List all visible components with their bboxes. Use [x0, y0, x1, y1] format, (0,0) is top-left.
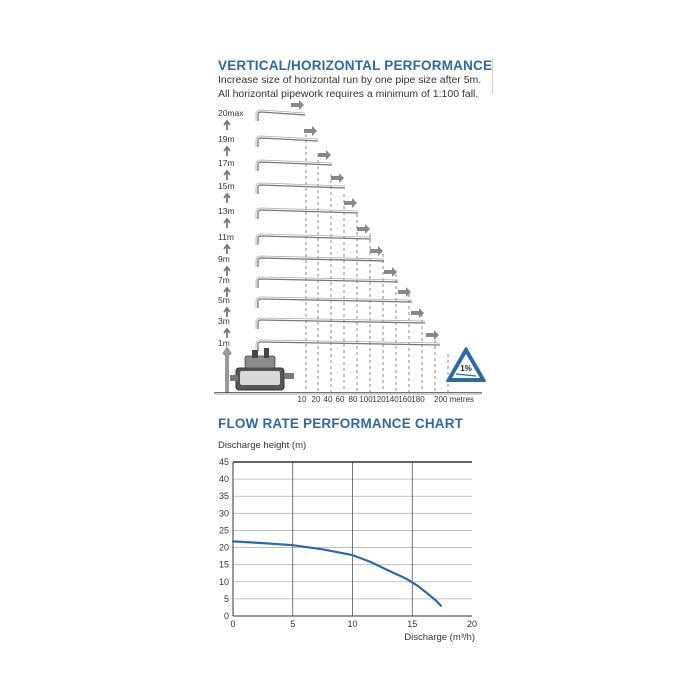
distance-label: 160: [398, 395, 412, 404]
flow-arrow-icon: [357, 224, 370, 234]
y-tick-label: 40: [218, 474, 229, 485]
instruction-line-2: All horizontal pipework requires a minimum of 1:100 fall.: [218, 88, 479, 100]
y-tick-label: 45: [218, 457, 229, 467]
up-arrow-icon: [224, 245, 230, 254]
distance-label: 20: [311, 395, 321, 404]
height-label: 9m: [218, 254, 230, 264]
pipe-run: [258, 112, 305, 121]
x-tick-label: 10: [347, 619, 358, 629]
height-label: 3m: [218, 316, 230, 326]
fall-percentage-label: 1%: [460, 364, 472, 373]
x-tick-label: 20: [466, 619, 478, 629]
height-label: 1m: [218, 338, 230, 348]
pipe-run: [258, 342, 440, 351]
flow-arrow-icon: [344, 198, 357, 208]
x-tick-label: 5: [290, 619, 296, 629]
pipe-run: [258, 279, 398, 288]
pipe-run: [258, 162, 332, 171]
pipe-run-edge: [256, 318, 425, 329]
pipe-run: [258, 320, 425, 329]
distance-label: 140: [385, 395, 399, 404]
height-label: 19m: [218, 134, 235, 144]
flow-arrow-icon: [331, 173, 344, 183]
y-tick-label: 0: [223, 611, 229, 621]
pump-unit-icon: [230, 348, 294, 390]
pipe-run: [258, 236, 371, 245]
up-arrow-icon: [224, 171, 230, 180]
y-tick-label: 35: [218, 491, 229, 502]
up-arrow-icon: [224, 121, 230, 130]
pipe-run-edge: [256, 234, 371, 245]
up-arrow-icon: [224, 147, 230, 156]
flow-arrow-icon: [318, 150, 331, 160]
up-arrow-icon: [224, 219, 230, 228]
pipe-run: [258, 138, 318, 147]
distance-label: 100: [359, 395, 373, 404]
y-axis-label: Discharge height (m): [218, 440, 307, 451]
height-label: 7m: [218, 275, 230, 285]
flow-arrow-icon: [426, 330, 439, 340]
pipe-run-edge: [256, 208, 358, 219]
flow-arrow-icon: [384, 267, 397, 277]
vertical-performance-title: VERTICAL/HORIZONTAL PERFORMANCE: [218, 58, 493, 73]
instruction-line-1: Increase size of horizontal run by one pipe size after 5m.: [218, 74, 482, 86]
y-tick-label: 5: [223, 593, 229, 604]
performance-curve-line: [233, 541, 441, 605]
height-label: 15m: [218, 181, 235, 191]
flow-arrow-icon: [291, 100, 304, 110]
pipe-run: [258, 210, 358, 219]
y-tick-label: 20: [218, 542, 229, 553]
up-arrow-icon: [224, 194, 230, 203]
distance-label: 60: [335, 395, 345, 404]
height-label: 11m: [218, 232, 234, 242]
pipe-run-edge: [256, 297, 412, 308]
pipe-run: [258, 299, 412, 308]
distance-label: 80: [348, 395, 358, 404]
flow-arrow-icon: [370, 246, 383, 256]
height-label: 13m: [218, 206, 235, 216]
x-tick-label: 0: [230, 619, 236, 629]
x-tick-label: 15: [407, 619, 418, 629]
pipe-run: [258, 185, 345, 194]
y-tick-label: 30: [218, 508, 229, 519]
height-label: 5m: [218, 295, 230, 305]
y-tick-label: 25: [218, 525, 229, 536]
up-arrow-icon: [224, 329, 230, 338]
pipe-run: [258, 258, 384, 267]
distance-label: 200 metres: [434, 395, 475, 404]
pipe-run-edge: [256, 340, 440, 351]
pipe-run-edge: [256, 277, 398, 288]
distance-label: 10: [297, 395, 307, 404]
height-label: 17m: [218, 158, 235, 168]
distance-label: 40: [323, 395, 333, 404]
flow-chart-title: FLOW RATE PERFORMANCE CHART: [218, 416, 464, 431]
vertical-riser: [225, 350, 229, 395]
x-axis-label: Discharge (m³/h): [404, 632, 475, 643]
distance-label: 120: [372, 395, 386, 404]
pipe-run-edge: [256, 256, 384, 267]
y-tick-label: 15: [218, 559, 229, 570]
height-label: 20max: [218, 108, 244, 118]
y-tick-label: 10: [218, 576, 229, 587]
distance-label: 180: [411, 395, 425, 404]
